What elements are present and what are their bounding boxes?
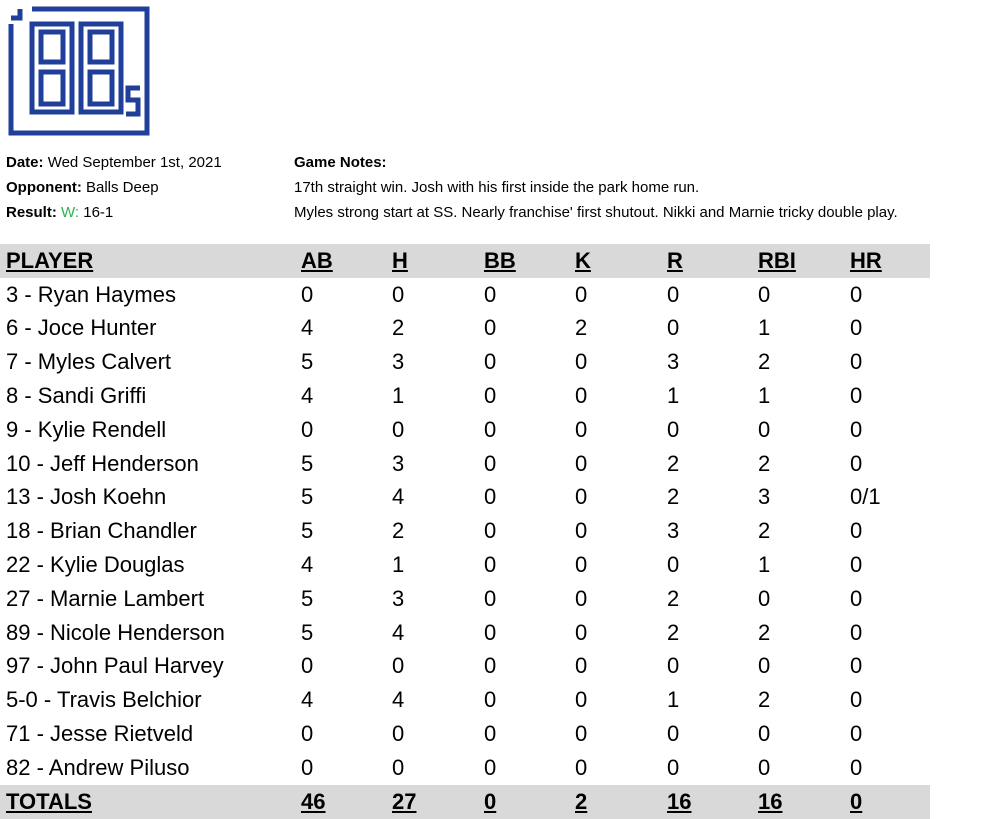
- stat-cell: 0: [850, 281, 863, 307]
- stat-cell: 1: [758, 383, 771, 409]
- stat-cell: 2: [667, 619, 680, 645]
- stat-cell: 2: [392, 518, 405, 544]
- stat-cell: 0: [484, 383, 497, 409]
- stat-cell: 0: [484, 721, 497, 747]
- stat-cell: 0: [850, 754, 863, 780]
- stat-cell: 0: [484, 687, 497, 713]
- stat-cell: 0: [484, 484, 497, 510]
- stat-cell: 0: [575, 518, 588, 544]
- stat-cell: 4: [392, 619, 405, 645]
- stat-cell: 0: [850, 552, 863, 578]
- stat-cell: 0: [392, 281, 405, 307]
- table-header-row: [0, 244, 930, 278]
- player-name-cell: 10 - Jeff Henderson: [6, 450, 199, 476]
- stat-cell: 1: [667, 687, 680, 713]
- stat-cell: 0: [850, 349, 863, 375]
- stat-cell: 0: [844, 785, 930, 819]
- stat-cell: 0: [850, 653, 863, 679]
- stat-cell: 0: [301, 653, 314, 679]
- stat-cell: 0: [301, 721, 314, 747]
- table-row: [0, 345, 930, 379]
- stat-cell: 3: [667, 518, 680, 544]
- stat-cell: 27: [386, 785, 478, 819]
- game-notes: [294, 150, 898, 225]
- stat-cell: 5: [301, 450, 314, 476]
- stat-cell: 0: [484, 315, 497, 341]
- totals-row: [0, 785, 930, 819]
- stat-cell: 4: [301, 315, 314, 341]
- stat-cell: 1: [667, 383, 680, 409]
- stat-cell: 0: [575, 653, 588, 679]
- stat-cell: 0: [575, 585, 588, 611]
- stat-cell: 0: [850, 383, 863, 409]
- stat-cell: 4: [301, 552, 314, 578]
- stat-cell: 0: [758, 653, 771, 679]
- table-row: [0, 514, 930, 548]
- stat-cell: 0: [575, 450, 588, 476]
- stat-cell: 0: [575, 281, 588, 307]
- stat-cell: 0: [667, 552, 680, 578]
- stat-cell: 3: [392, 585, 405, 611]
- totals-row-label-cell: TOTALS: [0, 785, 295, 819]
- stat-cell: 2: [667, 585, 680, 611]
- stat-cell: 0: [758, 754, 771, 780]
- player-name-cell: 22 - Kylie Douglas: [6, 552, 185, 578]
- player-name-cell: 97 - John Paul Harvey: [6, 653, 224, 679]
- stat-cell: 2: [758, 518, 771, 544]
- stat-cell: 0: [850, 687, 863, 713]
- player-name-cell: 13 - Josh Koehn: [6, 484, 167, 510]
- player-name-cell: 27 - Marnie Lambert: [6, 585, 205, 611]
- stat-cell: 2: [758, 687, 771, 713]
- stat-cell: 3: [758, 484, 771, 510]
- table-row: [0, 616, 930, 650]
- game-notes-title: Game Notes:: [294, 154, 387, 171]
- stat-cell: 0: [667, 653, 680, 679]
- stat-cell: 0: [575, 416, 588, 442]
- stat-cell: 5: [301, 518, 314, 544]
- stat-cell: 2: [575, 315, 588, 341]
- table-row: [0, 379, 930, 413]
- player-name-cell: 71 - Jesse Rietveld: [6, 721, 194, 747]
- stat-cell: 0: [484, 552, 497, 578]
- stat-cell: 2: [392, 315, 405, 341]
- table-row: [0, 717, 930, 751]
- table-row: [0, 481, 930, 515]
- stat-cell: 0: [667, 721, 680, 747]
- stat-cell: 4: [392, 687, 405, 713]
- date-row: [6, 150, 222, 175]
- stat-cell: 0: [667, 281, 680, 307]
- stat-cell: 3: [667, 349, 680, 375]
- table-row: [0, 447, 930, 481]
- stat-cell: 5: [301, 484, 314, 510]
- table-row: [0, 650, 930, 684]
- stat-cell: 0: [392, 416, 405, 442]
- stat-cell: 0: [575, 619, 588, 645]
- stat-cell: 2: [758, 619, 771, 645]
- stat-cell: 0: [392, 754, 405, 780]
- game-notes-line-1: 17th straight win. Josh with his first inside the park home run.: [294, 179, 700, 196]
- stats-table-body: [0, 244, 930, 819]
- stat-cell: 4: [301, 687, 314, 713]
- stat-cell: 0: [392, 653, 405, 679]
- stat-cell: 0: [575, 721, 588, 747]
- stat-cell: 0: [850, 315, 863, 341]
- stat-cell: RBI: [752, 244, 844, 278]
- result-row: [6, 200, 222, 225]
- stat-cell: 4: [301, 383, 314, 409]
- table-row: [0, 278, 930, 312]
- result-score: 16-1: [83, 204, 114, 221]
- result-outcome: W:: [61, 204, 80, 221]
- stat-cell: 0: [575, 484, 588, 510]
- table-row: [0, 582, 930, 616]
- stat-cell: 0: [301, 416, 314, 442]
- team-logo: [8, 6, 150, 136]
- stat-cell: 0: [575, 754, 588, 780]
- stat-cell: 2: [667, 450, 680, 476]
- stat-cell: 46: [295, 785, 386, 819]
- table-row: [0, 751, 930, 785]
- table-row: [0, 312, 930, 346]
- stat-cell: 0: [484, 653, 497, 679]
- stat-cell: BB: [478, 244, 569, 278]
- stat-cell: 1: [392, 383, 405, 409]
- stat-cell: 0: [484, 619, 497, 645]
- date-value: Wed September 1st, 2021: [47, 154, 222, 171]
- stats-table: [0, 244, 930, 819]
- stat-cell: 0: [667, 754, 680, 780]
- stat-cell: H: [386, 244, 478, 278]
- stat-cell: 0: [667, 416, 680, 442]
- stat-cell: 1: [392, 552, 405, 578]
- game-info: [6, 150, 222, 225]
- stat-cell: 0: [484, 450, 497, 476]
- stat-cell: 0: [850, 619, 863, 645]
- stat-cell: 3: [392, 450, 405, 476]
- stat-cell: 0: [484, 281, 497, 307]
- stat-cell: 0: [850, 721, 863, 747]
- player-name-cell: 82 - Andrew Piluso: [6, 754, 190, 780]
- date-label: Date:: [6, 154, 44, 171]
- opponent-label: Opponent:: [6, 179, 82, 196]
- stat-cell: 4: [392, 484, 405, 510]
- result-label: Result:: [6, 204, 57, 221]
- stat-cell: 2: [667, 484, 680, 510]
- stat-cell: 0: [484, 518, 497, 544]
- stat-cell: 1: [758, 552, 771, 578]
- team-logo-graphic: [8, 6, 150, 136]
- table-header-row-label-cell: PLAYER: [0, 244, 295, 278]
- stat-cell: 0: [484, 585, 497, 611]
- stat-cell: 5: [301, 585, 314, 611]
- player-name-cell: 3 - Ryan Haymes: [6, 281, 176, 307]
- stat-cell: 0: [575, 687, 588, 713]
- stat-cell: 0: [484, 416, 497, 442]
- stat-cell: 0: [850, 450, 863, 476]
- stat-cell: 16: [661, 785, 752, 819]
- stat-cell: 0: [850, 518, 863, 544]
- stat-cell: 0: [758, 416, 771, 442]
- stat-cell: 0: [758, 585, 771, 611]
- stat-cell: 0: [575, 383, 588, 409]
- stat-cell: K: [569, 244, 661, 278]
- stat-cell: 0: [850, 585, 863, 611]
- stat-cell: 0: [484, 349, 497, 375]
- stat-cell: 16: [752, 785, 844, 819]
- game-notes-line-2: Myles strong start at SS. Nearly franchise' first shutout. Nikki and Marnie tricky double play.: [294, 204, 898, 221]
- table-row: [0, 548, 930, 582]
- stat-cell: 0: [758, 281, 771, 307]
- stat-cell: 0: [392, 721, 405, 747]
- stat-cell: 2: [758, 349, 771, 375]
- player-name-cell: 6 - Joce Hunter: [6, 315, 157, 341]
- player-name-cell: 7 - Myles Calvert: [6, 349, 172, 375]
- player-name-cell: 8 - Sandi Griffi: [6, 383, 147, 409]
- stat-cell: 1: [758, 315, 771, 341]
- player-name-cell: 5-0 - Travis Belchior: [6, 687, 202, 713]
- stat-cell: R: [661, 244, 752, 278]
- stat-cell: 5: [301, 619, 314, 645]
- stat-cell: 2: [758, 450, 771, 476]
- stat-cell: 0: [301, 754, 314, 780]
- table-row: [0, 413, 930, 447]
- stat-cell: 0: [758, 721, 771, 747]
- stat-cell: 0: [478, 785, 569, 819]
- stat-cell: 0: [575, 349, 588, 375]
- stat-cell: 5: [301, 349, 314, 375]
- stat-cell: 0/1: [850, 484, 881, 510]
- player-name-cell: 89 - Nicole Henderson: [6, 619, 225, 645]
- stat-cell: 2: [569, 785, 661, 819]
- player-name-cell: 18 - Brian Chandler: [6, 518, 197, 544]
- stat-cell: 0: [850, 416, 863, 442]
- stat-cell: 3: [392, 349, 405, 375]
- stat-cell: 0: [667, 315, 680, 341]
- stat-cell: 0: [575, 552, 588, 578]
- player-name-cell: 9 - Kylie Rendell: [6, 416, 167, 442]
- opponent-row: [6, 175, 222, 200]
- stat-cell: HR: [844, 244, 930, 278]
- table-row: [0, 683, 930, 717]
- stat-cell: 0: [301, 281, 314, 307]
- opponent-value: Balls Deep: [86, 179, 159, 196]
- stat-cell: 0: [484, 754, 497, 780]
- stat-cell: AB: [295, 244, 386, 278]
